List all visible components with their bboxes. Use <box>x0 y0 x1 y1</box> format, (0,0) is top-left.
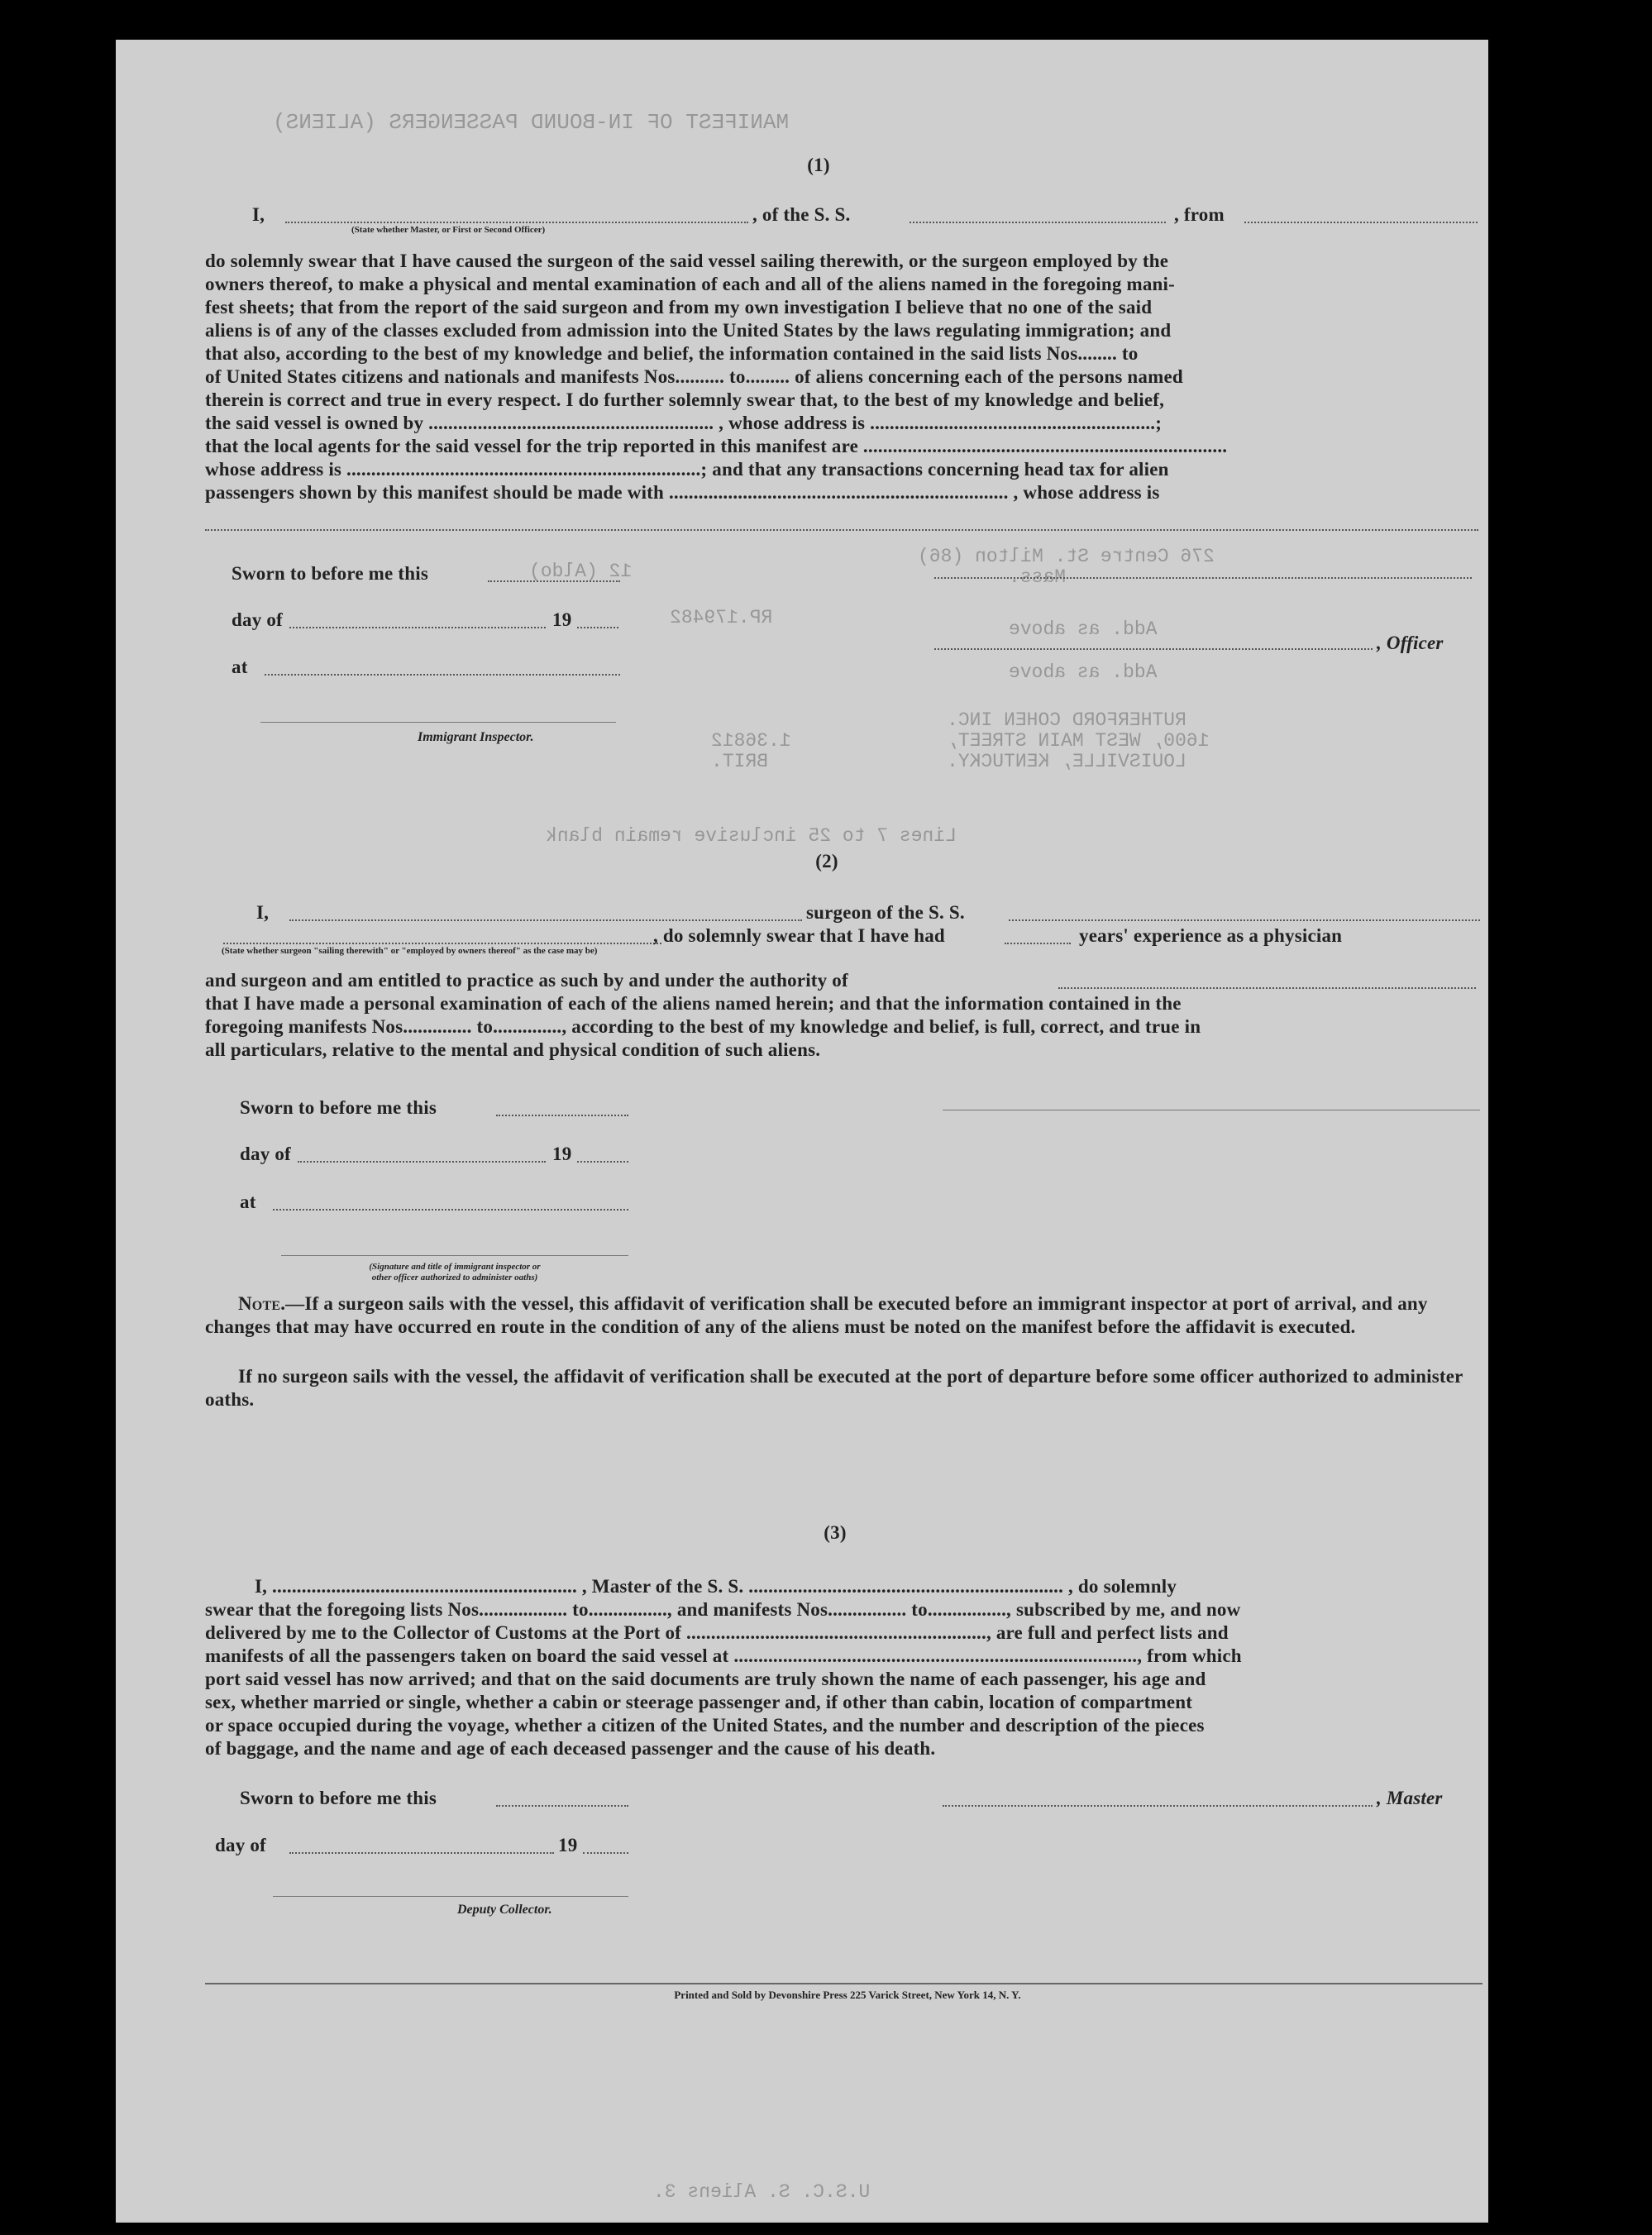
deputy-collector-caption: Deputy Collector. <box>457 1903 552 1917</box>
year-label: 19 <box>558 1835 578 1855</box>
field-hint: (State whether Master, or First or Second Officer) <box>351 225 546 235</box>
bleed-line: Lines 7 to 25 inclusive remain blank <box>546 825 957 847</box>
binder-hole <box>1498 1952 1541 1995</box>
bleed-line: BRIT. <box>711 751 769 772</box>
bleed-line: Add. as above <box>1009 618 1158 640</box>
immigrant-inspector-caption: Immigrant Inspector. <box>418 730 534 744</box>
binder-hole <box>1498 661 1541 704</box>
binder-hole <box>1498 761 1541 804</box>
bleed-line: LOUISVILLE, KENTUCKY. <box>947 751 1186 772</box>
bleed-line: Add. as above <box>1009 661 1158 683</box>
sworn-label: Sworn to before me this <box>232 563 428 584</box>
section1-body: do solemnly swear that I have caused the surgeon of the said vessel sailing therewith, or the surgeon employed by the owners thereof, to make a physical and mental examination of each and all of the aliens named in the foregoing mani- fest sheets; that from the report of the said surgeon and from my own investigation I believe that no one of the said aliens is of any of the classes excluded from admission into the United States by the laws regulating immigration; and that also, according to the best of my knowledge and belief, the information contained in the said lists Nos........ to of United States citizens and nationals and manifests Nos.......... to......... of aliens concerning each of the persons named therein is correct and true in every respect. I do further solemnly swear that, to the best of my knowledge and belief, the said vessel is owned by .......................................................... , whose address is ..........................................................; that the local agents for the said vessel for the trip reported in this manifest are .......................................................................... whose address is ........................................................................; and that any transactions concerning head tax for alien passengers shown by this manifest should be made with ..................................................................... , whose address is <box>205 251 1228 503</box>
from-label: , from <box>1174 204 1225 225</box>
at-label: at <box>232 657 248 677</box>
binder-hole <box>1498 1101 1541 1144</box>
day-of-label: day of <box>232 609 283 630</box>
section-number: (3) <box>824 1522 847 1543</box>
section2-body: and surgeon and am entitled to practice as such by and under the authority of that I have made a personal examination of each of the aliens named herein; and that the information contained in the foregoing manifests Nos.............. to.............., according to the best of my knowledge and belief, is full, correct, and true in all particulars, relative to the mental and physical condition of such aliens. <box>205 970 1201 1060</box>
binder-hole <box>1498 1482 1541 1525</box>
section3-body: I, .............................................................. , Master of the S. S. ................................................................ , do solemnly swear that the foregoing lists Nos.................. to................, and manifests Nos................ to................, subscribed by me, and now delivered by me to the Collector of Customs at the Port of ............................................................., are full and perfect lists and manifests of all the passengers taken on board the said vessel at .................................................................................., from which port said vessel has now arrived; and that on the said documents are truly shown the name of each passenger, his age and sex, whether married or single, whether a cabin or steerage passenger and, if other than cabin, location of compartment or space occupied during the voyage, whether a citizen of the United States, and the number and description of the pieces of baggage, and the name and age of each deceased passenger and the cause of his death. <box>205 1576 1242 1759</box>
bleed-line: Mass. <box>1009 566 1067 588</box>
at-label: at <box>240 1192 256 1212</box>
master-label: , Master <box>1377 1788 1443 1808</box>
year-label: 19 <box>552 609 572 630</box>
year-label: 19 <box>552 1144 572 1164</box>
binder-hole <box>1506 256 1549 299</box>
manifest-page <box>116 40 1488 2223</box>
bleed-line: U.S.C. S. Aliens 3. <box>653 2181 871 2203</box>
bleed-line: 12 (Aldo) <box>529 561 633 582</box>
section-number: (2) <box>815 851 838 872</box>
oath-i: I, <box>256 902 270 923</box>
printer-footer: Printed and Sold by Devonshire Press 225 Varick Street, New York 14, N. Y. <box>674 1989 1021 2001</box>
officer-label: , Officer <box>1377 633 1444 653</box>
experience-label: , do solemnly swear that I have had <box>653 925 945 946</box>
binder-hole <box>1498 2005 1541 2048</box>
oath-i: I, <box>252 204 265 225</box>
bleed-header: MANIFEST OF IN-BOUND PASSENGERS (ALIENS) <box>273 110 790 135</box>
surgeon-label: surgeon of the S. S. <box>806 902 965 923</box>
bleed-line: 276 Centre St. Milton (86) <box>918 546 1215 567</box>
bleed-line: RP.179482 <box>670 607 773 628</box>
section-number: (1) <box>807 155 830 175</box>
note-paragraph: Note.—If a surgeon sails with the vessel, this affidavit of verification shall be executed before an immigrant inspector at port of arrival, and any changes that may have occurred en route in the condition of any of the aliens must be noted on the manifest before the affidavit is executed. <box>205 1293 1428 1337</box>
sworn-label: Sworn to before me this <box>240 1097 437 1118</box>
note-paragraph: If no surgeon sails with the vessel, the affidavit of verification shall be executed at the port of departure before some officer authorized to administer oaths. <box>205 1366 1463 1410</box>
day-of-label: day of <box>240 1144 291 1164</box>
binder-hole <box>1498 1610 1541 1653</box>
bleed-line: 1.36812 <box>711 730 791 752</box>
bleed-line: RUTHERFORD COHEN INC. <box>947 709 1186 731</box>
sig-caption: (Signature and title of immigrant inspector or other officer authorized to administer oaths) <box>369 1262 541 1282</box>
of-ss-label: , of the S. S. <box>752 204 851 225</box>
experience-end: years' experience as a physician <box>1079 925 1343 946</box>
field-hint: (State whether surgeon "sailing therewith" or "employed by owners thereof" as the case may be) <box>222 946 598 956</box>
sworn-label: Sworn to before me this <box>240 1788 437 1808</box>
binder-hole <box>1498 2125 1541 2168</box>
bleed-line: 1600, WEST MAIN STREET, <box>947 730 1210 752</box>
note-label: Note. <box>238 1293 286 1314</box>
binder-hole <box>1498 106 1541 149</box>
day-of-label: day of <box>215 1835 266 1855</box>
